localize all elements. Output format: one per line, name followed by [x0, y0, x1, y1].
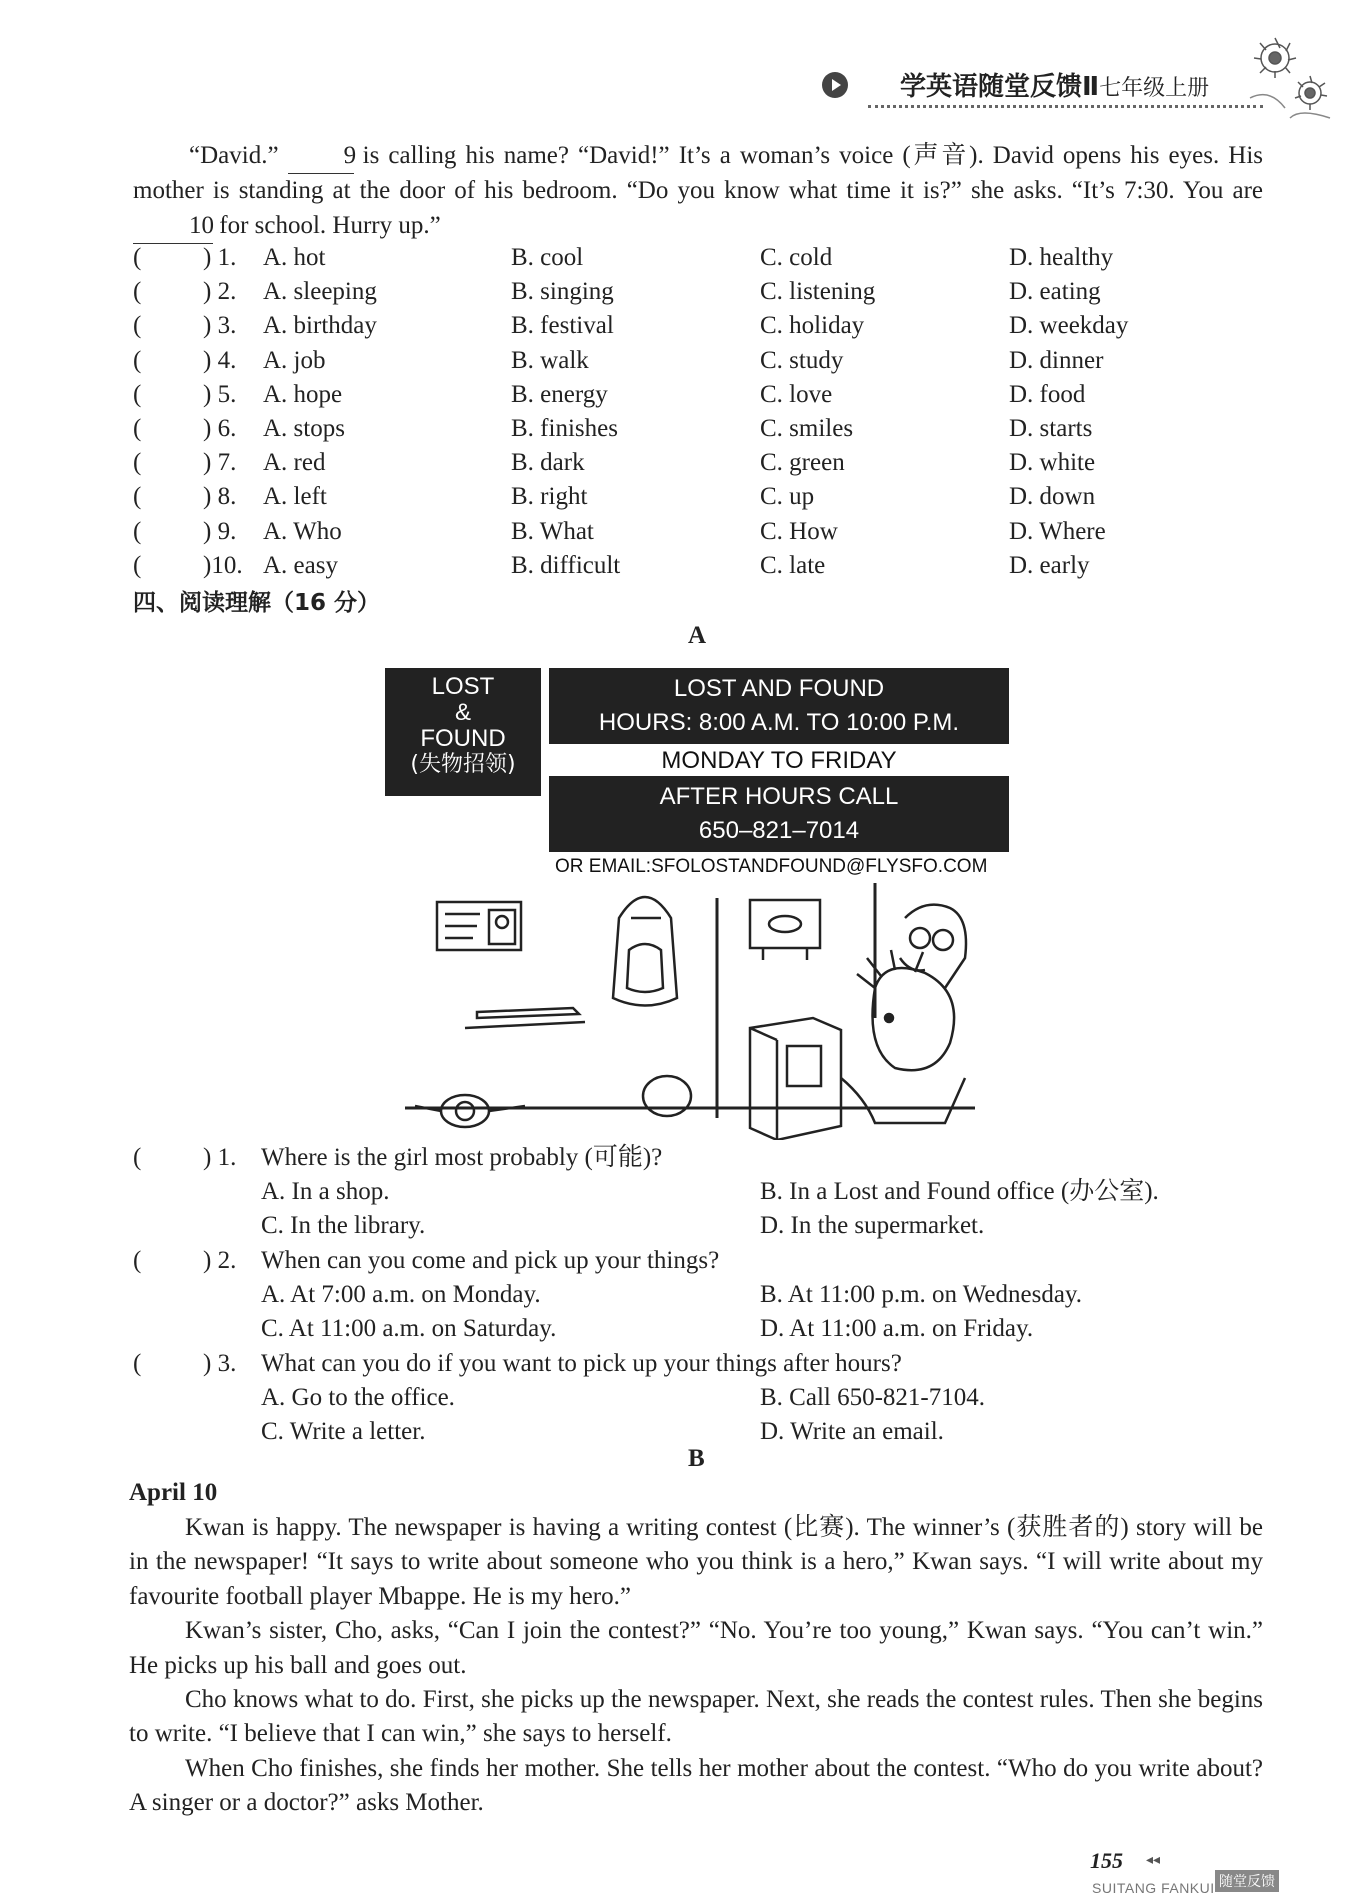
passage-b-body [129, 1511, 1263, 1821]
after-hours-box [549, 776, 1009, 852]
after-hours-title: AFTER HOURS CALL [659, 783, 899, 810]
answer-bracket: ( [133, 1144, 142, 1171]
header-divider [868, 105, 1263, 108]
section-title: 四、阅读理解（16 分） [133, 590, 381, 616]
option-a: A. birthday [263, 312, 377, 340]
paragraph: Kwan’s sister, Cho, asks, “Can I join the contest?” “No. You’re too young,” Kwan says. “You can’t win.” He picks up his ball and goes out. [129, 1617, 1263, 1679]
option-c: C. In the library. [261, 1212, 426, 1239]
answer-bracket: ( [133, 449, 142, 477]
option-b: B. What [511, 517, 594, 545]
days-text: MONDAY TO FRIDAY [661, 747, 897, 774]
option-d: D. In the supermarket. [760, 1212, 985, 1239]
option-d: D. dinner [1009, 346, 1104, 374]
sunflower-decoration-icon [1230, 18, 1340, 128]
option-c: C. smiles [760, 415, 854, 442]
paragraph: Cho knows what to do. First, she picks up the newspaper. Next, she reads the contest rules. Then she begins to write. “I believe that I can win,” she says to herself. [129, 1686, 1263, 1748]
play-icon [822, 72, 848, 98]
answer-bracket: ( [133, 483, 142, 511]
option-d: D. food [1009, 380, 1086, 408]
question-stem: What can you do if you want to pick up your things after hours? [261, 1350, 902, 1377]
option-b: B. right [511, 483, 588, 511]
option-b: B. walk [511, 346, 589, 374]
option-c: C. cold [760, 244, 833, 271]
lost-found-sign [385, 668, 541, 796]
pen-icon [477, 1008, 579, 1018]
hours-title: LOST AND FOUND [673, 675, 885, 702]
option-b: B. Call 650-821-7104. [760, 1384, 985, 1411]
passage-text: for school. Hurry up.” [219, 211, 441, 239]
option-b: B. energy [511, 380, 608, 408]
option-a: A. Who [263, 517, 342, 545]
sign-line: FOUND [420, 725, 506, 752]
option-a: A. hot [263, 244, 326, 271]
passage-b-label: B [688, 1445, 705, 1472]
option-d: D. eating [1009, 278, 1101, 306]
question-number: ) 1. [203, 244, 237, 271]
answer-bracket: ( [133, 1247, 142, 1274]
sign-line: LOST [431, 673, 495, 700]
option-d: D. Write an email. [760, 1418, 944, 1445]
footer-brand: SUITANG FANKUI [1092, 1880, 1215, 1896]
option-c: C. listening [760, 278, 876, 306]
option-d: D. Where [1009, 517, 1106, 545]
option-c: C. up [760, 483, 815, 511]
cloze-passage-end [133, 139, 1263, 244]
sign-line: (失物招领) [410, 752, 516, 777]
hours-box [549, 668, 1009, 744]
option-b: B. difficult [511, 551, 621, 579]
option-d: D. down [1009, 483, 1096, 511]
question-stem: Where is the girl most probably (可能)? [261, 1144, 663, 1171]
question-number: ) 6. [203, 415, 237, 442]
hours-text: HOURS: 8:00 A.M. TO 10:00 P.M. [598, 709, 960, 736]
answer-bracket: ( [133, 346, 142, 374]
answer-bracket: ( [133, 1350, 142, 1377]
option-a: A. easy [263, 551, 338, 579]
question-number: ) 9. [203, 517, 237, 545]
backpack-icon [613, 897, 677, 1006]
option-d: D. white [1009, 449, 1096, 477]
option-c: C. late [760, 551, 826, 579]
answer-bracket: ( [133, 312, 142, 340]
phone-number: 650–821–7014 [698, 817, 860, 844]
watch-icon [441, 1095, 489, 1127]
option-d: D. weekday [1009, 312, 1129, 340]
question-number: ) 8. [203, 483, 237, 511]
option-a: A. left [263, 483, 327, 511]
option-b: B. singing [511, 278, 614, 306]
answer-bracket: ( [133, 244, 142, 271]
option-a: A. Go to the office. [261, 1384, 455, 1411]
option-b: B. festival [511, 312, 614, 340]
option-b: B. cool [511, 244, 584, 271]
book-icon [750, 1018, 841, 1140]
answer-bracket: ( [133, 551, 142, 579]
option-d: D. At 11:00 a.m. on Friday. [760, 1315, 1034, 1342]
option-a: A. hope [263, 380, 343, 408]
answer-bracket: ( [133, 415, 142, 442]
lost-and-found-office-illustration [405, 878, 975, 1140]
question-number: ) 1. [203, 1144, 237, 1171]
answer-bracket: ( [133, 380, 142, 408]
option-a: A. At 7:00 a.m. on Monday. [261, 1281, 541, 1308]
option-b: B. finishes [511, 415, 618, 442]
option-a: A. red [263, 449, 326, 477]
page-number: 155 [1090, 1848, 1123, 1873]
question-number: ) 2. [203, 278, 237, 306]
option-b: B. In a Lost and Found office (办公室). [760, 1178, 1159, 1205]
option-b: B. dark [511, 449, 585, 477]
question-stem: When can you come and pick up your things? [261, 1247, 720, 1274]
option-a: A. In a shop. [261, 1178, 390, 1205]
book-grade: 七年级上册 [1099, 76, 1210, 101]
paragraph: When Cho finishes, she finds her mother. She tells her mother about the contest. “Who do you write about? A singer or a doctor?” asks Mother. [129, 1754, 1263, 1817]
option-a: A. job [263, 346, 326, 374]
blank-10: 10 [133, 209, 213, 244]
wall-sign-icon [750, 900, 820, 948]
passage-a-label: A [688, 622, 707, 649]
arrow-left-icon: ◂◂ [1146, 1853, 1161, 1868]
option-d: D. early [1009, 551, 1090, 579]
passage-text: “David.” [189, 142, 279, 169]
option-b: B. At 11:00 p.m. on Wednesday. [760, 1281, 1083, 1308]
question-number: ) 2. [203, 1247, 237, 1274]
paragraph: Kwan is happy. The newspaper is having a writing contest (比赛). The winner’s (获胜者的) story will be in the newspaper! “It says to write about someone who you think is a hero,” Kwan says. “I will write about my favourite football player Mbappe. He is my hero.” [129, 1514, 1263, 1610]
option-c: C. holiday [760, 312, 865, 340]
option-d: D. healthy [1009, 244, 1114, 271]
option-a: A. sleeping [263, 278, 377, 306]
answer-bracket: ( [133, 517, 142, 545]
book-title [900, 66, 1209, 103]
option-c: C. How [760, 517, 838, 545]
diary-date: April 10 [129, 1479, 218, 1506]
option-c: C. green [760, 449, 845, 477]
question-number: ) 3. [203, 312, 237, 340]
option-a: A. stops [263, 415, 345, 442]
option-c: C. Write a letter. [261, 1418, 426, 1445]
passage-text: is calling his name? “David!” It’s a woman’s voice (声音). David opens his eyes. His mother is standing at the door of his bedroom. “Do you know what time it is?” she asks. “It’s 7:30. You are [133, 142, 1264, 205]
option-c: C. study [760, 346, 844, 374]
option-d: D. starts [1009, 415, 1093, 442]
book-title-main: 学英语随堂反馈Ⅱ [900, 72, 1100, 102]
sign-line: & [454, 699, 471, 726]
option-c: C. love [760, 380, 833, 408]
question-number: ) 3. [203, 1350, 237, 1377]
blank-9: 9 [288, 139, 354, 174]
option-c: C. At 11:00 a.m. on Saturday. [261, 1315, 557, 1342]
footer-badge: 随堂反馈 [1215, 1870, 1279, 1892]
answer-bracket: ( [133, 278, 142, 306]
question-number: ) 4. [203, 346, 237, 374]
question-number: ) 7. [203, 449, 237, 477]
question-number: ) 5. [203, 380, 237, 408]
notice-email: OR EMAIL:SFOLOSTANDFOUND@FLYSFO.COM [555, 856, 988, 877]
question-number: )10. [203, 551, 243, 579]
ball-icon [643, 1076, 691, 1116]
